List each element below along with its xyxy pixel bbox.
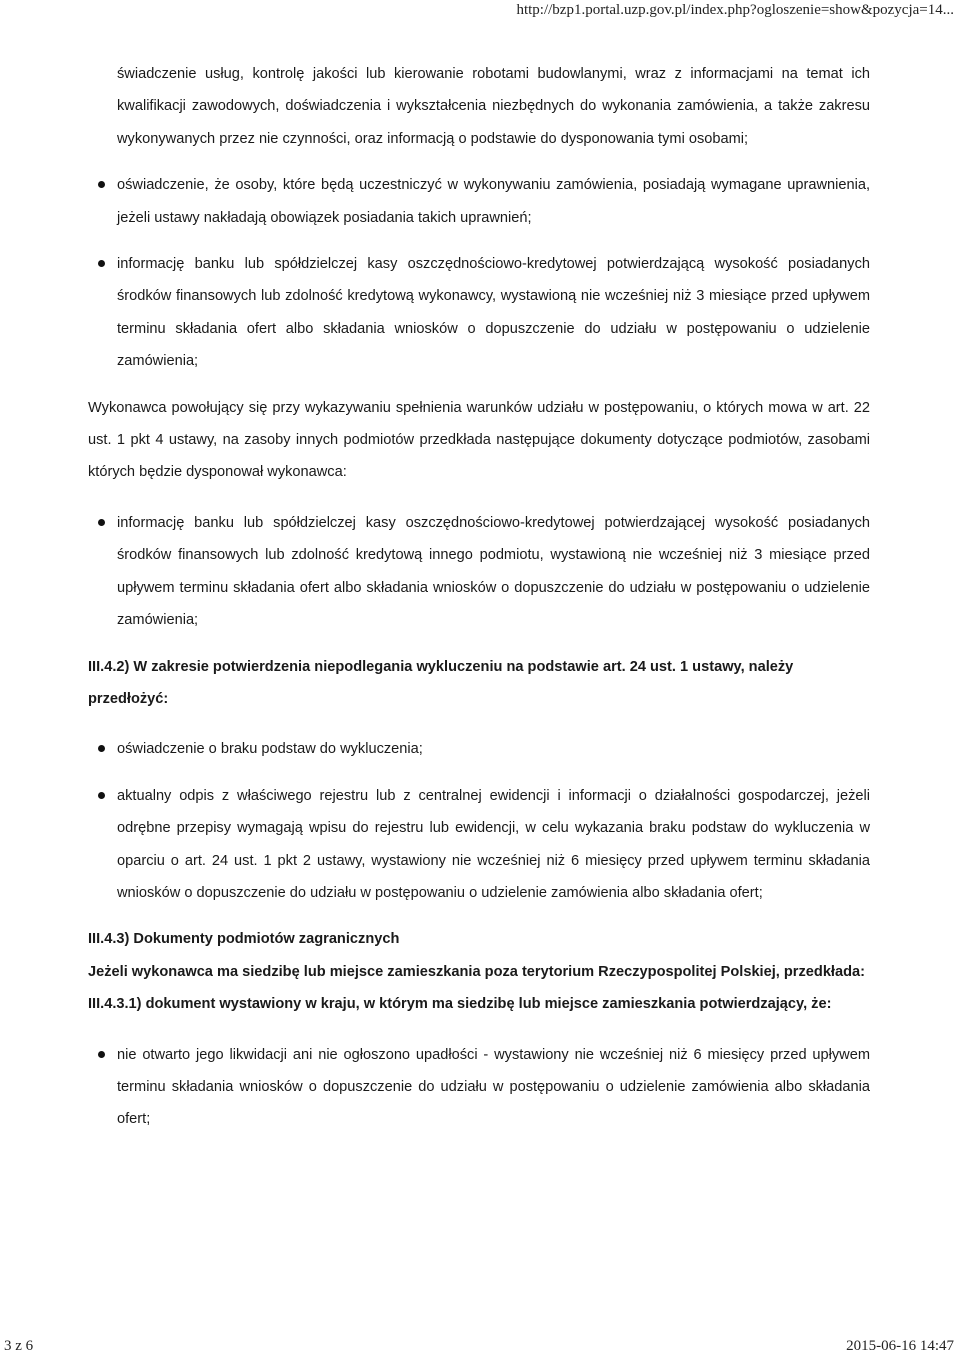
list-item — [88, 248, 870, 378]
bullet-icon — [98, 260, 105, 267]
list-item — [88, 507, 870, 637]
print-header-url: http://bzp1.portal.uzp.gov.pl/index.php?ogloszenie=show&pozycja=14... — [516, 2, 954, 18]
print-datetime: 2015-06-16 14:47 — [846, 1338, 954, 1354]
bullet-icon — [98, 181, 105, 188]
requirements-list-2 — [88, 507, 870, 637]
requirements-list-4 — [88, 1039, 870, 1136]
list-item — [88, 169, 870, 234]
bullet-icon — [98, 519, 105, 526]
document-body — [88, 58, 870, 1136]
list-item-text: oświadczenie o braku podstaw do wykluczenia; — [117, 741, 423, 758]
section-heading-iii-4-3-1: III.4.3.1) dokument wystawiony w kraju, w którym ma siedzibę lub miejsce zamieszkania potwierdzający, że: — [88, 996, 832, 1013]
bullet-icon — [98, 792, 105, 799]
section-heading-iii-4-2: III.4.2) W zakresie potwierdzenia niepodlegania wykluczeniu na podstawie art. 24 ust. 1 ustawy, należy przedłożyć: — [88, 658, 794, 707]
requirements-list-1 — [88, 169, 870, 377]
list-item-text: nie otwarto jego likwidacji ani nie ogłoszono upadłości - wystawiony nie wcześniej niż 6 miesięcy przed upływem terminu składania wniosków o dopuszczenie do udziału w postępowaniu o udzielenie zamówienia albo składania ofert; — [117, 1046, 870, 1128]
list-spacer — [88, 766, 870, 780]
list-item-text: oświadczenie, że osoby, które będą uczestniczyć w wykonywaniu zamówienia, posiadają wymagane uprawnienia, jeżeli ustawy nakładają obowiązek posiadania takich uprawnień; — [117, 177, 870, 226]
continued-list-item-text: świadczenie usług, kontrolę jakości lub kierowanie robotami budowlanymi, wraz z informacjami na temat ich kwalifikacji zawodowych, doświadczenia i wykształcenia niezbędnych do wykonania zamówienia, a także zakresu wykonywanych przez nie czynności, oraz informacją o podstawie do dysponowania tymi osobami; — [117, 66, 870, 147]
resources-paragraph: Wykonawca powołujący się przy wykazywaniu spełnienia warunków udziału w postępowaniu, o których mowa w art. 22 ust. 1 pkt 4 ustawy, na zasoby innych podmiotów przedkłada następujące dokumenty dotyczące podmiotów, zasobami których będzie dysponował wykonawca: — [88, 399, 870, 481]
list-item-text: aktualny odpis z właściwego rejestru lub z centralnej ewidencji i informacji o działalności gospodarczej, jeżeli odrębne przepisy wymagają wpisu do rejestru lub ewidencji, w celu wykazania braku podstaw do wykluczenia w oparciu o art. 24 ust. 1 pkt 2 ustawy, wystawiony nie wcześniej niż 6 miesięcy przed upływem terminu składania wniosków o dopuszczenie do udziału w postępowaniu o udzielenie zamówienia albo składania ofert; — [117, 787, 870, 901]
list-item — [88, 780, 870, 910]
list-item-text: informację banku lub spółdzielczej kasy oszczędnościowo-kredytowej potwierdzającą wysokość posiadanych środków finansowych lub zdolność kredytową wykonawcy, wystawioną nie wcześniej niż 3 miesiące przed upływem terminu składania ofert albo składania wniosków o dopuszczenie do udziału w postępowaniu o udzielenie zamówienia; — [117, 256, 870, 370]
requirements-list-3 — [88, 733, 870, 909]
list-item-text: informację banku lub spółdzielczej kasy oszczędnościowo-kredytowej potwierdzającej wysokość posiadanych środków finansowych lub zdolność kredytową innego podmiotu, wystawioną nie wcześniej niż 3 miesiące przed upływem terminu składania ofert albo składania wniosków o dopuszczenie do udziału w postępowaniu o udzielenie zamówienia; — [117, 514, 870, 629]
list-item — [88, 733, 870, 765]
page-number: 3 z 6 — [4, 1338, 34, 1354]
section-heading-iii-4-3: III.4.3) Dokumenty podmiotów zagranicznych — [88, 931, 400, 948]
list-item — [88, 1039, 870, 1136]
bullet-icon — [98, 745, 105, 752]
bullet-icon — [98, 1051, 105, 1058]
list-spacer — [88, 234, 870, 248]
section-subheading-iii-4-3: Jeżeli wykonawca ma siedzibę lub miejsce zamieszkania poza terytorium Rzeczypospolitej Polskiej, przedkłada: — [88, 963, 865, 980]
